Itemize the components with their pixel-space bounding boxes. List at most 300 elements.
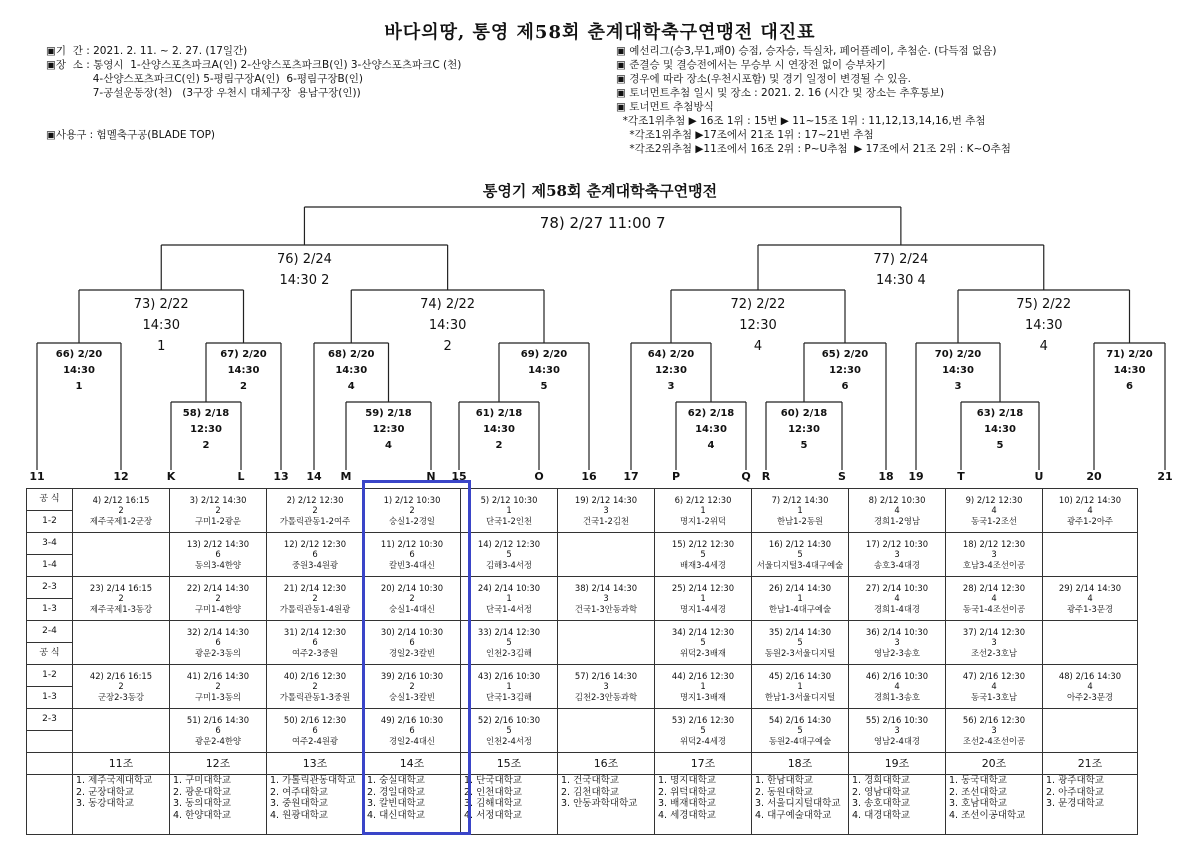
match-teams: 숭실1-2경일: [388, 515, 436, 526]
row-label-part: 1-3: [27, 686, 72, 708]
match-venue: 1: [797, 505, 803, 516]
match-venue: 1: [700, 505, 706, 516]
match-line: 78) 2/27 11:00 7: [539, 214, 666, 232]
row-label-part: 1-2: [27, 510, 72, 532]
match-datetime: 25) 2/14 12:30: [671, 582, 735, 593]
row-label-part: 공 식: [27, 642, 72, 664]
match-line: 67) 2/20: [220, 349, 267, 360]
team-name: 2. 조선대학교: [949, 786, 1007, 798]
row-label: [27, 621, 73, 665]
team-name: 3. 배재대학교: [658, 798, 716, 809]
match-venue: 2: [118, 681, 124, 692]
match-teams: 한남1-2동원: [776, 515, 824, 526]
row-label-part: 2-3: [42, 714, 57, 724]
match-venue: 1: [797, 593, 803, 604]
match-cell: [1043, 709, 1138, 753]
match-cell: [655, 533, 752, 577]
row-label-part: [27, 730, 72, 752]
bracket-slot: S: [838, 470, 846, 483]
match-line: 65) 2/20: [821, 349, 869, 360]
match-teams: 경희1-3송호: [873, 691, 921, 702]
team-name: 2. 김천대학교: [561, 786, 619, 798]
info-line: *각조1위추첨 ▶ 16조 1위 : 15번 ▶ 11~15조 1위 : 11,12,13,14,16,번 추첨: [616, 115, 986, 127]
match-teams: 군장2-3동강: [97, 691, 145, 702]
bracket-match-74: [388, 294, 508, 357]
match-teams: 배재3-4세경: [679, 559, 727, 570]
row-label: [27, 533, 73, 577]
match-cell: [849, 577, 946, 621]
match-datetime: 54) 2/16 14:30: [768, 714, 832, 725]
match-venue: 4: [1087, 593, 1093, 604]
bracket-match-78: [453, 215, 753, 231]
match-line: 63) 2/18: [976, 408, 1024, 419]
match-teams: 제주국제1-2군장: [89, 515, 153, 526]
match-cell: [849, 533, 946, 577]
team-name: 2. 군장대학교: [76, 786, 134, 798]
match-line: 14:30: [528, 365, 560, 376]
match-teams: 동국1-4조선이공: [962, 603, 1026, 614]
match-line: 74) 2/22: [420, 297, 476, 312]
group-team-list: [655, 775, 752, 835]
match-line: 6: [1126, 381, 1133, 392]
bracket-match-73: [101, 294, 221, 357]
match-venue: 6: [409, 637, 415, 648]
blank-cell: [27, 753, 73, 775]
match-teams: 광운2-4한양: [194, 735, 242, 746]
group-team-list: [170, 775, 267, 835]
match-cell: [267, 577, 364, 621]
match-venue: 4: [1087, 505, 1093, 516]
match-line: 76) 2/24: [276, 252, 332, 267]
match-datetime: 20) 2/14 10:30: [380, 582, 444, 593]
match-line: 2: [495, 440, 503, 451]
team-name: 4. 대신대학교: [367, 809, 425, 821]
match-datetime: 55) 2/16 10:30: [865, 714, 929, 725]
match-venue: 6: [215, 725, 221, 736]
row-label: [27, 709, 73, 753]
match-line: 1: [157, 339, 166, 354]
match-datetime: 17) 2/12 10:30: [865, 538, 929, 549]
match-line: 14:30: [142, 318, 180, 333]
team-name: 4. 서정대학교: [464, 809, 522, 821]
match-line: 12:30: [829, 365, 861, 376]
match-teams: 광주1-3문경: [1066, 603, 1114, 614]
match-datetime: 53) 2/16 12:30: [671, 714, 735, 725]
match-datetime: 18) 2/12 12:30: [962, 538, 1026, 549]
team-name: 3. 송호대학교: [852, 798, 910, 809]
info-line: ▣ 토너먼트추첨 일시 및 장소 : 2021. 2. 16 (시간 및 장소는 추후통보): [616, 87, 945, 99]
match-datetime: 49) 2/16 10:30: [380, 714, 444, 725]
match-cell: [558, 533, 655, 577]
group-14-highlight: [362, 480, 471, 835]
bracket-slot: 19: [908, 470, 924, 483]
match-datetime: 50) 2/16 12:30: [283, 714, 347, 725]
match-line: 14:30: [1025, 318, 1063, 333]
match-datetime: 47) 2/16 12:30: [962, 670, 1026, 681]
match-venue: 3: [991, 637, 997, 648]
match-datetime: 35) 2/14 14:30: [768, 626, 832, 637]
match-teams: 구미1-4한양: [194, 603, 242, 614]
team-name: 1. 숭실대학교: [367, 775, 425, 786]
match-teams: 경일2-3칼빈: [388, 647, 436, 658]
group-team-list: [849, 775, 946, 835]
team-name: 3. 문경대학교: [1046, 798, 1104, 809]
match-venue: 4: [1087, 681, 1093, 692]
match-datetime: 22) 2/14 14:30: [186, 582, 250, 593]
match-cell: [73, 489, 170, 533]
match-datetime: 13) 2/12 14:30: [186, 538, 250, 549]
match-venue: 1: [506, 505, 512, 516]
team-name: 3. 동강대학교: [76, 798, 134, 809]
match-line: 3: [667, 381, 675, 392]
match-venue: 4: [991, 681, 997, 692]
match-line: 2: [443, 339, 452, 354]
match-line: 5: [996, 440, 1004, 451]
match-teams: 인천2-3김해: [485, 647, 533, 658]
match-line: 12:30: [190, 424, 222, 435]
match-datetime: 5) 2/12 10:30: [480, 494, 538, 505]
match-cell: [461, 577, 558, 621]
match-cell: [1043, 665, 1138, 709]
match-teams: 김해3-4서정: [485, 559, 533, 570]
match-venue: 6: [312, 549, 318, 560]
group-name: 11조: [73, 753, 170, 775]
group-schedule-table: [26, 488, 1138, 835]
match-datetime: 37) 2/14 12:30: [962, 626, 1026, 637]
match-datetime: 24) 2/14 10:30: [477, 582, 541, 593]
match-line: 12:30: [655, 365, 687, 376]
match-venue: 4: [894, 593, 900, 604]
match-venue: 2: [215, 593, 221, 604]
match-venue: 6: [312, 637, 318, 648]
match-datetime: 56) 2/16 12:30: [962, 714, 1026, 725]
bracket-slot: Q: [741, 470, 751, 483]
bracket-slot: 13: [273, 470, 289, 483]
match-line: 2: [202, 440, 210, 451]
match-venue: 3: [894, 637, 900, 648]
info-line: 7-공설운동장(천) (3구장 우천시 대체구장 용남구장(인)): [46, 87, 361, 99]
match-cell: [461, 533, 558, 577]
match-cell: [849, 709, 946, 753]
group-name: 17조: [655, 753, 752, 775]
row-label-part: 2-3: [42, 582, 57, 592]
row-label: [27, 489, 73, 533]
match-teams: 경일2-4대신: [388, 735, 436, 746]
match-teams: 경희1-2영남: [873, 515, 921, 526]
team-name: 2. 광운대학교: [173, 786, 231, 798]
match-cell: [73, 577, 170, 621]
team-name: 3. 김해대학교: [464, 798, 522, 809]
match-teams: 단국1-4서정: [485, 603, 533, 614]
match-datetime: 26) 2/14 14:30: [768, 582, 832, 593]
team-name: 2. 경일대학교: [367, 786, 425, 798]
match-venue: 2: [409, 593, 415, 604]
match-cell: [655, 621, 752, 665]
match-cell: [946, 489, 1043, 533]
match-teams: 건국1-3안동과학: [574, 603, 638, 614]
match-teams: 숭실1-3칼빈: [388, 691, 436, 702]
match-venue: 3: [894, 725, 900, 736]
group-name: 12조: [170, 753, 267, 775]
match-cell: [461, 489, 558, 533]
team-name: 4. 한양대학교: [173, 809, 231, 821]
group-team-list: [461, 775, 558, 835]
match-datetime: 57) 2/16 14:30: [574, 670, 638, 681]
match-venue: 5: [506, 725, 512, 736]
match-cell: [267, 489, 364, 533]
team-name: 4. 대구예술대학교: [755, 809, 832, 821]
match-teams: 광운2-3동의: [194, 647, 242, 658]
match-venue: 2: [118, 593, 124, 604]
match-line: 4: [347, 381, 355, 392]
match-venue: 5: [797, 549, 803, 560]
match-datetime: 3) 2/12 14:30: [189, 494, 247, 505]
match-datetime: 28) 2/14 12:30: [962, 582, 1026, 593]
bracket-match-59: [329, 406, 449, 454]
match-venue: 6: [409, 549, 415, 560]
bracket-slot: 12: [113, 470, 129, 483]
row-label-part: 2-4: [42, 626, 57, 636]
team-name: 2. 위덕대학교: [658, 786, 716, 798]
match-datetime: 40) 2/16 12:30: [283, 670, 347, 681]
match-teams: 동원2-3서울디지털: [764, 647, 836, 658]
match-venue: 5: [506, 549, 512, 560]
match-line: 14:30: [483, 424, 515, 435]
row-label: [27, 577, 73, 621]
match-datetime: 34) 2/14 12:30: [671, 626, 735, 637]
match-line: 14:30: [428, 318, 467, 333]
match-venue: 6: [409, 725, 415, 736]
match-datetime: 42) 2/16 16:15: [89, 670, 153, 681]
team-name: 1. 단국대학교: [464, 775, 522, 786]
match-venue: 2: [312, 505, 318, 516]
match-datetime: 51) 2/16 14:30: [186, 714, 250, 725]
match-venue: 1: [700, 593, 706, 604]
match-venue: 5: [700, 549, 706, 560]
match-cell: [461, 665, 558, 709]
bracket-match-72: [698, 294, 818, 357]
match-cell: [73, 709, 170, 753]
match-cell: [946, 577, 1043, 621]
match-datetime: 33) 2/14 12:30: [477, 626, 541, 637]
bracket-match-58: [146, 406, 266, 454]
group-team-list: [73, 775, 170, 835]
bracket-match-63: [940, 406, 1060, 454]
match-line: 75) 2/22: [1016, 297, 1072, 312]
match-datetime: 15) 2/12 12:30: [671, 538, 735, 549]
group-team-list: [946, 775, 1043, 835]
info-line: ▣ 토너먼트 추첨방식: [616, 101, 714, 113]
team-name: 3. 안동과학대학교: [561, 798, 638, 809]
match-line: 12:30: [788, 424, 820, 435]
match-cell: [170, 709, 267, 753]
match-cell: [267, 621, 364, 665]
match-venue: 1: [506, 593, 512, 604]
team-name: 2. 동원대학교: [755, 786, 813, 798]
bracket-slot: N: [426, 470, 436, 483]
match-datetime: 48) 2/16 14:30: [1058, 670, 1122, 681]
match-line: 14:30 4: [875, 273, 926, 288]
match-venue: 3: [991, 549, 997, 560]
match-line: 1: [75, 381, 83, 392]
info-line: 4-산양스포츠파크C(인) 5-평림구장A(인) 6-평림구장B(인): [46, 73, 364, 85]
match-line: 14:30: [1113, 365, 1146, 376]
match-cell: [170, 665, 267, 709]
match-line: 58) 2/18: [182, 408, 230, 419]
match-teams: 가톨릭관동1-4원광: [279, 603, 351, 614]
match-venue: 4: [894, 681, 900, 692]
match-teams: 영남2-4대경: [873, 735, 921, 746]
match-venue: 6: [215, 637, 221, 648]
match-cell: [170, 621, 267, 665]
match-venue: 1: [797, 681, 803, 692]
match-teams: 칼빈3-4대신: [388, 559, 436, 570]
bracket-slot: T: [957, 470, 965, 483]
bracket-slot: P: [671, 470, 681, 483]
row-label: [27, 665, 73, 709]
match-teams: 경희1-4대경: [873, 603, 921, 614]
team-name: 4. 조선이공대학교: [949, 809, 1026, 821]
group-name: 19조: [849, 753, 946, 775]
match-teams: 단국1-2인천: [485, 515, 533, 526]
match-cell: [752, 665, 849, 709]
match-line: 4: [385, 440, 392, 451]
match-line: 69) 2/20: [520, 349, 568, 360]
match-teams: 한남1-3서울디지털: [764, 691, 836, 702]
match-cell: [73, 533, 170, 577]
match-cell: [558, 577, 655, 621]
match-cell: [752, 621, 849, 665]
match-datetime: 38) 2/14 14:30: [574, 582, 638, 593]
match-cell: [946, 709, 1043, 753]
match-teams: 영남2-3송호: [873, 647, 921, 658]
match-line: 14:30: [695, 424, 727, 435]
match-line: 12:30: [372, 424, 405, 435]
match-line: 68) 2/20: [328, 349, 375, 360]
match-cell: [752, 709, 849, 753]
match-venue: 3: [603, 593, 609, 604]
match-venue: 1: [506, 681, 512, 692]
match-teams: 명지1-3배재: [679, 691, 727, 702]
group-name: 13조: [267, 753, 364, 775]
match-datetime: 43) 2/16 10:30: [477, 670, 541, 681]
match-line: 77) 2/24: [873, 252, 929, 267]
match-datetime: 8) 2/12 10:30: [868, 494, 926, 505]
match-line: 12:30: [739, 318, 777, 333]
match-venue: 5: [797, 637, 803, 648]
match-line: 5: [540, 381, 548, 392]
match-cell: [73, 621, 170, 665]
match-cell: [752, 533, 849, 577]
match-teams: 호남3-4조선이공: [962, 559, 1026, 570]
match-teams: 동의3-4한양: [194, 559, 242, 570]
match-venue: 2: [409, 505, 415, 516]
team-name: 4. 대경대학교: [852, 809, 910, 821]
match-line: 14:30: [63, 365, 95, 376]
group-name: 21조: [1043, 753, 1138, 775]
group-team-list: [752, 775, 849, 835]
match-cell: [849, 665, 946, 709]
row-label-part: 3-4: [42, 538, 57, 548]
match-venue: 1: [700, 681, 706, 692]
match-cell: [752, 489, 849, 533]
match-datetime: 21) 2/14 12:30: [283, 582, 347, 593]
match-datetime: 19) 2/12 14:30: [574, 494, 638, 505]
match-line: 73) 2/22: [133, 297, 189, 312]
match-cell: [558, 621, 655, 665]
row-label-part: 공 식: [39, 494, 60, 504]
match-line: 14:30: [942, 365, 974, 376]
match-venue: 4: [991, 593, 997, 604]
bracket-match-75: [984, 294, 1104, 357]
match-datetime: 10) 2/12 14:30: [1058, 494, 1122, 505]
match-venue: 2: [312, 593, 318, 604]
match-datetime: 36) 2/14 10:30: [865, 626, 929, 637]
bracket-slot: 16: [581, 470, 597, 483]
match-datetime: 1) 2/12 10:30: [383, 494, 441, 505]
match-venue: 5: [700, 725, 706, 736]
bracket-slot: 14: [306, 470, 322, 483]
match-cell: [849, 621, 946, 665]
match-teams: 중원3-4원광: [291, 559, 339, 570]
match-teams: 여주2-3중원: [291, 647, 339, 658]
bracket-slot: O: [534, 470, 544, 483]
match-venue: 6: [312, 725, 318, 736]
row-label-part: 1-2: [42, 670, 57, 680]
bracket-slot: M: [340, 470, 352, 483]
bracket-slot: 15: [451, 470, 467, 483]
bracket-slot: 18: [878, 470, 894, 483]
match-cell: [946, 621, 1043, 665]
team-name: 3. 동의대학교: [173, 798, 231, 809]
match-venue: 2: [215, 681, 221, 692]
group-name: 14조: [364, 753, 461, 775]
match-venue: 3: [894, 549, 900, 560]
match-line: 66) 2/20: [55, 349, 103, 360]
group-name: 15조: [461, 753, 558, 775]
group-team-list: [1043, 775, 1138, 835]
match-venue: 5: [700, 637, 706, 648]
page-title: 바다의땅, 통영 제58회 춘계대학축구연맹전 대진표: [384, 22, 816, 43]
match-teams: 광주1-2아주: [1066, 515, 1114, 526]
match-datetime: 45) 2/16 14:30: [768, 670, 832, 681]
match-cell: [73, 665, 170, 709]
match-cell: [655, 665, 752, 709]
match-datetime: 2) 2/12 12:30: [286, 494, 344, 505]
bracket-slot: K: [166, 470, 176, 483]
team-name: 1. 경희대학교: [852, 775, 910, 786]
bracket-slot: 17: [623, 470, 639, 483]
match-datetime: 27) 2/14 10:30: [865, 582, 929, 593]
bracket-title: 통영기 제58회 춘계대학축구연맹전: [482, 182, 718, 200]
match-cell: [558, 489, 655, 533]
match-datetime: 30) 2/14 10:30: [380, 626, 444, 637]
match-line: 14:30: [335, 365, 368, 376]
match-teams: 조선2-4조선이공: [962, 735, 1026, 746]
info-line: ▣ 경우에 따라 장소(우천시포함) 및 경기 일정이 변경될 수 있음.: [616, 73, 911, 85]
match-cell: [1043, 621, 1138, 665]
match-teams: 서울디지털3-4대구예술: [756, 559, 844, 570]
match-line: 4: [1039, 339, 1048, 354]
match-teams: 제주국제1-3동강: [89, 603, 153, 614]
match-venue: 5: [797, 725, 803, 736]
match-cell: [170, 533, 267, 577]
match-line: 14:30: [227, 365, 260, 376]
match-cell: [558, 665, 655, 709]
match-venue: 6: [215, 549, 221, 560]
match-datetime: 11) 2/12 10:30: [380, 538, 444, 549]
match-cell: [170, 489, 267, 533]
